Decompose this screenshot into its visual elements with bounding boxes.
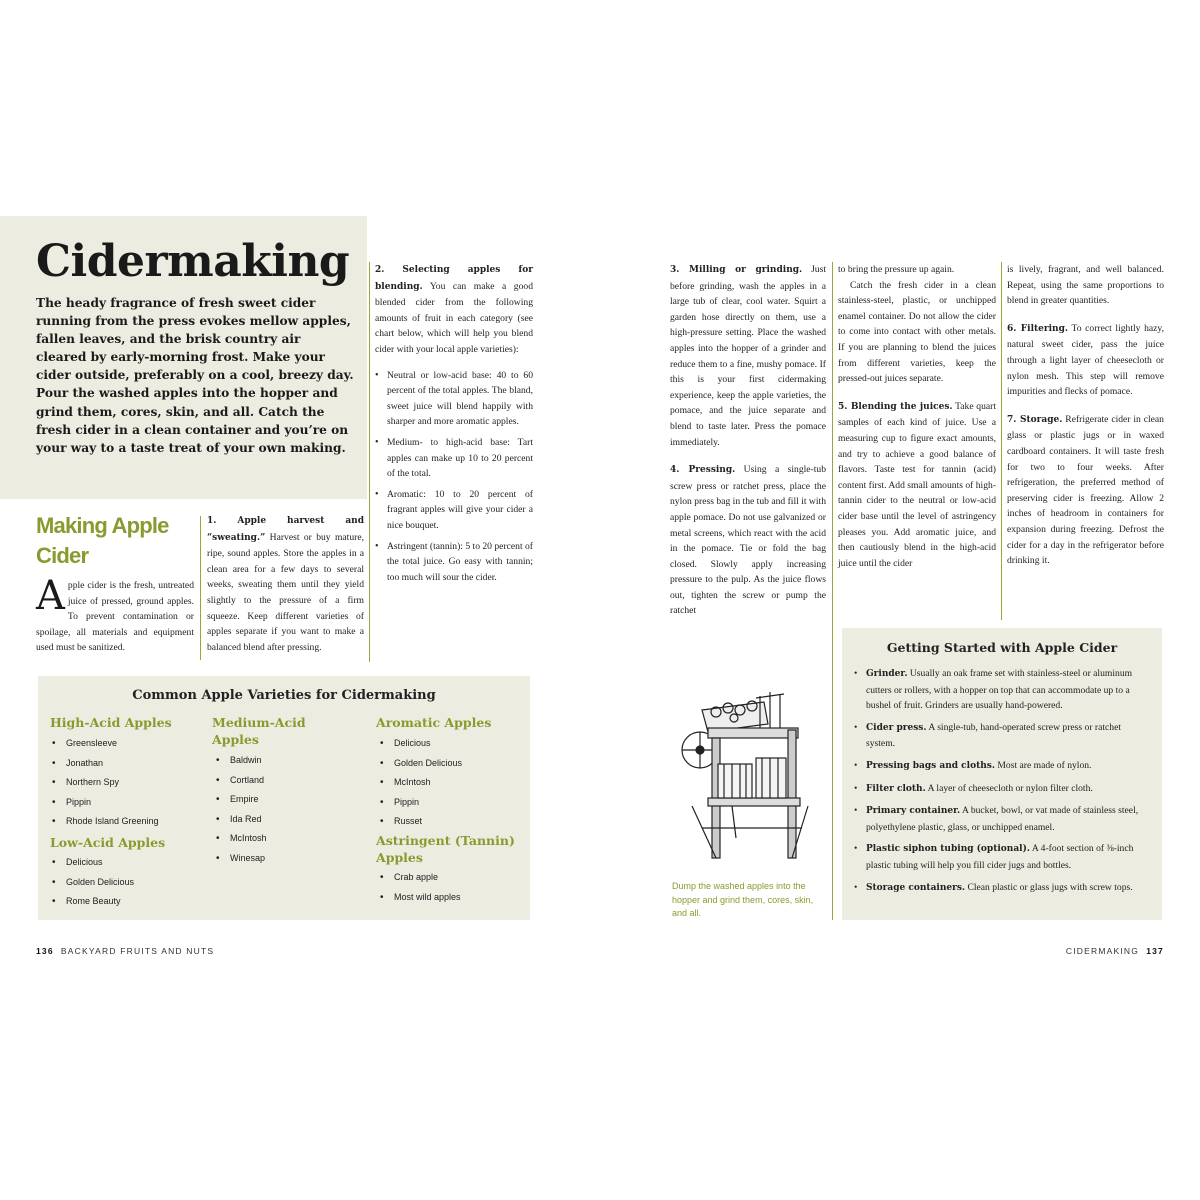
list-item: • McIntosh	[378, 773, 462, 793]
mid-text-1: to bring the pressure up again.	[838, 264, 955, 275]
step7-text: Refrigerate cider in clean glass or plastic jugs or in waxed cardboard containers. It will taste fresh for two to four weeks. After refrigeration, the preferred method of preserving cider is freezing. Allow 2 inches of headroom in containers for expansion during freezing. Defrost the cider for a day in the refrigerator before drinking it.	[1007, 413, 1164, 567]
high-acid-title: High-Acid Apples	[50, 715, 172, 730]
step1-column	[207, 513, 364, 655]
astringent-list	[378, 868, 461, 907]
drop-cap: A	[36, 573, 65, 619]
step2-column	[375, 262, 533, 590]
item-text: Most are made of nylon.	[997, 759, 1092, 771]
list-item	[852, 841, 1152, 873]
list-item: • Delicious	[378, 734, 462, 754]
right-footer	[1066, 946, 1164, 956]
list-item: • Ida Red	[214, 810, 267, 830]
right-text-1: is lively, fragrant, and well balanced. Repeat, using the same proportions to blend in greater quantities.	[1007, 264, 1164, 307]
step1-text: Harvest or buy mature, ripe, sound apples. Store the apples in a clean area for a few days to several weeks, sweating them until they yield slightly to the pressure of a firm squeeze. Keep different varieties of apples separate if you want to make a balanced blend after pressing.	[207, 531, 364, 653]
item-text: Usually an oak frame set with stainless-steel or aluminum cutters or rollers, with a hopper on top that can accommodate up to a bushel of fruit. Grinders are usually hand-powered.	[866, 668, 1133, 712]
item-label: Cider press.	[866, 722, 927, 733]
step5-text: Take quart samples of each kind of juice. Use a measuring cup to figure exact amounts, and try to achieve a good balance of flavors. Taste test for tannin (acid) content first. Add small amounts of high-tannin cider to the neutral or low-acid cider base until the level of astringency pleases you. Add aromatic juice, and then cautiously blend in the high-acid juice until the cider	[838, 400, 997, 569]
mid-text-2: Catch the fresh cider in a clean stainless-steel, plastic, or unchipped enamel container. Do not allow the cider to come into contact with other metals. If you are planning to blend the juices from different varieties, keep the pressed-out juices separate.	[838, 279, 996, 385]
step3-text: Just before grinding, wash the apples in a large tub of clear, cool water. Squirt a garden hose directly on them, use a high-pressure setting. Place the washed apples into the hopper of a grinder and reduce them to a fine, mushy pomace. If this is your first cidermaking experience, keep the apple varieties, the pomace, and the juice separate and blend to taste later. Press the pomace immediately.	[670, 264, 826, 448]
low-acid-list	[50, 853, 134, 912]
list-item: • Neutral or low-acid base: 40 to 60 percent of the total apples. The bland, sweet juice will blend happily with sharper and more aromatic apples.	[375, 368, 533, 430]
list-item: • Golden Delicious	[378, 754, 462, 774]
list-item	[852, 758, 1152, 775]
aromatic-title: Aromatic Apples	[376, 715, 492, 730]
list-item: • Jonathan	[50, 754, 159, 774]
page-number: 137	[1146, 946, 1164, 956]
column-rule	[832, 262, 833, 920]
item-text: A bucket, bowl, or vat made of stainless steel, polyethylene plastic, glass, or unchipped enamel.	[866, 805, 1139, 833]
list-item: • Aromatic: 10 to 20 percent of fragrant apples will give your cider a nice bouquet.	[375, 487, 533, 534]
cider-press-illustration	[672, 688, 822, 874]
medium-acid-title: Medium-Acid Apples	[212, 715, 306, 747]
step4-text: Using a single-tub screw press or ratchet press, place the nylon press bag in the tub and fill it with apple pomace. Do not use galvanized or metal screens, which react with the acid in the pomace. Tie or fold the bag closed. Slowly apply increasing pressure to the pulp. As the juice flows out, tighten the screw or pump the ratchet	[670, 464, 826, 617]
running-head: CIDERMAKING	[1065, 946, 1140, 956]
column-rule	[369, 262, 370, 662]
intro-paragraph: The heady fragrance of fresh sweet cider running from the press evokes mellow apples, fallen leaves, and the brisk country air cleared by early-morning frost. Make your cider outside, preferably on a cool, breezy day. Pour the washed apples into the hopper and grind them, cores, skin, and all. Catch the fresh cider in a clean container and you’re on your way to a taste treat of your own making.	[36, 296, 354, 455]
aromatic-list	[378, 734, 462, 832]
blend-bullets	[375, 368, 533, 586]
running-head: BACKYARD FRUITS AND NUTS	[60, 946, 215, 956]
list-item: • Winesap	[214, 849, 267, 869]
item-label: Filter cloth.	[866, 783, 926, 794]
list-item: • Golden Delicious	[50, 873, 134, 893]
getting-started-title: Getting Started with Apple Cider	[886, 640, 1118, 655]
step6-paragraph	[1007, 321, 1164, 400]
list-item	[852, 803, 1152, 835]
list-item	[852, 781, 1152, 798]
list-item	[852, 880, 1152, 897]
step6-text: To correct lightly hazy, natural sweet cider, pass the juice through a light layer of cheesecloth or nylon mesh. This step will remove impurities and flecks of pomace.	[1007, 322, 1165, 398]
getting-started-list	[852, 666, 1152, 902]
list-item: • Northern Spy	[50, 773, 159, 793]
step5-label: 5. Blending the juices.	[838, 401, 953, 412]
item-label: Grinder.	[866, 669, 908, 679]
step4-paragraph	[670, 462, 826, 619]
step6-label: 6. Filtering.	[1007, 323, 1069, 334]
item-text: Clean plastic or glass jugs with screw tops.	[967, 881, 1133, 893]
item-text: A layer of cheesecloth or nylon filter cloth.	[927, 782, 1093, 794]
list-item: • Pippin	[50, 793, 159, 813]
item-label: Storage containers.	[866, 882, 966, 893]
list-item: • Empire	[214, 790, 267, 810]
list-item: • Pippin	[378, 793, 462, 813]
item-text: A single-tub, hand-operated screw press or ratchet system.	[866, 721, 1121, 750]
varieties-title: Common Apple Varieties for Cidermaking	[132, 688, 436, 703]
step2-text: You can make a good blended cider from the following amounts of fruit in each category (see chart below, which will help you blend cider with your local apple varieties):	[375, 280, 533, 355]
middle-column	[838, 262, 996, 571]
high-acid-list	[50, 734, 159, 832]
right-column	[1007, 262, 1164, 569]
list-item: • Delicious	[50, 853, 134, 873]
making-apple-cider-body	[36, 573, 194, 656]
item-label: Primary container.	[866, 806, 961, 817]
list-item: • Cortland	[214, 771, 267, 791]
list-item	[852, 666, 1152, 714]
step3-label: 3. Milling or grinding.	[670, 265, 803, 275]
list-item: • Baldwin	[214, 751, 267, 771]
step5-paragraph	[838, 399, 996, 572]
illustration-caption: Dump the washed apples into the hopper and grind them, cores, skin, and all.	[672, 881, 814, 918]
page-number: 136	[36, 946, 54, 956]
low-acid-title: Low-Acid Apples	[50, 835, 166, 850]
item-label: Plastic siphon tubing (optional).	[866, 844, 1030, 855]
step4-label: 4. Pressing.	[670, 465, 736, 476]
list-item: • Crab apple	[378, 868, 461, 888]
making-apple-cider-heading: Making Apple Cider	[36, 513, 169, 568]
list-item: • Medium- to high-acid base: Tart apples can make up 10 to 20 percent of the total.	[375, 435, 533, 482]
step7-paragraph	[1007, 412, 1164, 569]
step2-label: 2. Selecting apples for blending.	[375, 265, 533, 292]
mid-paragraph	[838, 278, 996, 387]
list-item: • Most wild apples	[378, 888, 461, 908]
step3-column	[670, 262, 826, 619]
page-title: Cidermaking	[36, 236, 350, 287]
left-footer	[36, 946, 214, 956]
step1-label: 1. Apple harvest and “sweating.”	[207, 516, 364, 543]
medium-acid-list	[214, 751, 267, 868]
step7-label: 7. Storage.	[1007, 414, 1063, 425]
making-body-text: pple cider is the fresh, untreated juice of pressed, ground apples. To prevent contamination or spoilage, all materials and equipment used must be sanitized.	[36, 580, 194, 654]
list-item: • Rome Beauty	[50, 892, 134, 912]
item-label: Pressing bags and cloths.	[866, 760, 995, 771]
list-item: • Astringent (tannin): 5 to 20 percent of the total juice. Go easy with tannin; too much will sour the cider.	[375, 539, 533, 586]
list-item: • Greensleeve	[50, 734, 159, 754]
list-item: • McIntosh	[214, 829, 267, 849]
list-item: • Russet	[378, 812, 462, 832]
column-rule	[200, 516, 201, 660]
item-text: A 4-foot section of ⅜-inch plastic tubing will help you fill cider jugs and bottles.	[866, 843, 1134, 871]
list-item: • Rhode Island Greening	[50, 812, 159, 832]
astringent-title: Astringent (Tannin) Apples	[376, 833, 515, 865]
list-item	[852, 720, 1152, 752]
column-rule	[1001, 262, 1002, 620]
